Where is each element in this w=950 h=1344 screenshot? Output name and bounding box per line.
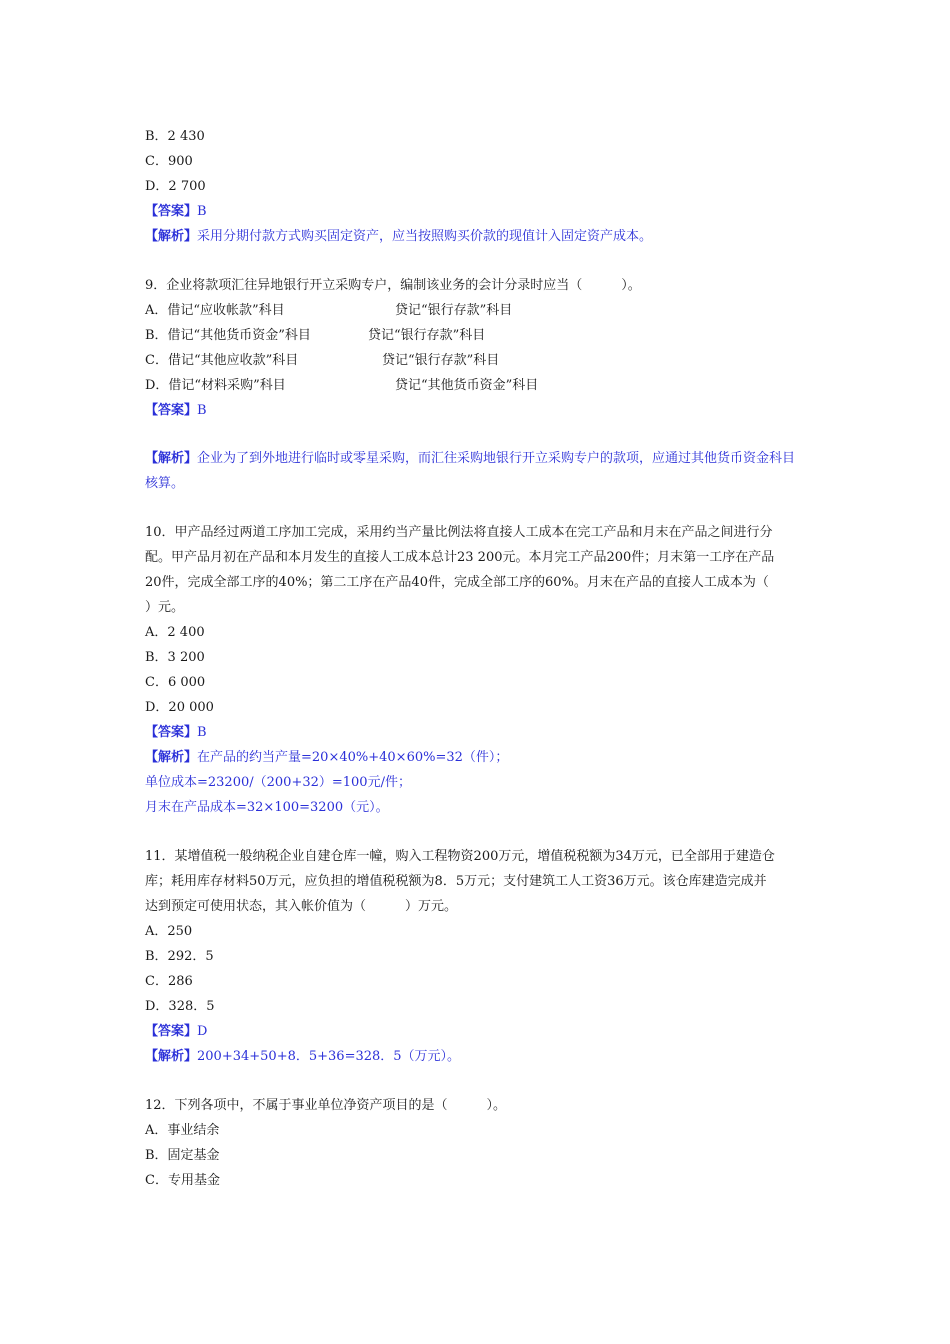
option-b: B．292．5 bbox=[145, 949, 214, 964]
option-c: C．专用基金 bbox=[145, 1173, 220, 1188]
question-11 bbox=[145, 844, 805, 1069]
option-c bbox=[145, 348, 805, 373]
option-d: D．2 700 bbox=[145, 179, 206, 194]
option-d: D．328．5 bbox=[145, 999, 215, 1014]
spacer bbox=[145, 249, 805, 273]
answer-tag: 【答案】 bbox=[145, 725, 198, 740]
option-credit: 贷记“其他货币资金”科目 bbox=[395, 378, 539, 393]
question-stem-line: 配。甲产品月初在产品和本月发生的直接人工成本总计23 200元。本月完工产品200件；月末第一工序在产品 bbox=[145, 550, 775, 565]
analysis-text: 企业为了到外地进行临时或零星采购，而汇往采购地银行开立采购专户的款项，应通过其他货币资金科目核算。 bbox=[145, 451, 796, 491]
answer-value: B bbox=[197, 725, 207, 740]
option-c: C．6 000 bbox=[145, 675, 206, 690]
answer-line bbox=[145, 720, 805, 745]
answer-tag: 【答案】 bbox=[145, 403, 198, 418]
analysis-tag: 【解析】 bbox=[145, 451, 198, 466]
analysis-line bbox=[145, 446, 805, 496]
option-credit: 贷记“银行存款”科目 bbox=[395, 303, 513, 318]
option-b bbox=[145, 323, 805, 348]
option-credit: 贷记“银行存款”科目 bbox=[382, 353, 500, 368]
option-a: A．250 bbox=[145, 924, 193, 939]
question-stem-line: ）元。 bbox=[145, 600, 185, 615]
spacer bbox=[145, 1069, 805, 1093]
question-stem-line: 11．某增值税一般纳税企业自建仓库一幢，购入工程物资200万元，增值税税额为34万元，已全部用于建造仓 bbox=[145, 849, 775, 864]
analysis-tag: 【解析】 bbox=[145, 1049, 198, 1064]
question-8 bbox=[145, 124, 805, 249]
option-b: B．固定基金 bbox=[145, 1148, 220, 1163]
spacer bbox=[145, 423, 805, 446]
question-stem-line: 库；耗用库存材料50万元，应负担的增值税税额为8．5万元；支付建筑工人工资36万元。该仓库建造完成并 bbox=[145, 874, 767, 889]
option-debit: D．借记“材料采购”科目 bbox=[145, 378, 286, 393]
analysis-line: 月末在产品成本=32×100=3200（元）。 bbox=[145, 800, 389, 815]
answer-value: D bbox=[197, 1024, 208, 1039]
spacer bbox=[145, 820, 805, 844]
analysis-text: 200+34+50+8．5+36=328．5（万元）。 bbox=[197, 1049, 461, 1064]
answer-tag: 【答案】 bbox=[145, 1024, 198, 1039]
answer-value: B bbox=[197, 403, 207, 418]
option-a: A．事业结余 bbox=[145, 1123, 220, 1138]
option-debit: C．借记“其他应收款”科目 bbox=[145, 353, 299, 368]
analysis-line bbox=[145, 224, 805, 249]
question-stem-line: 20件，完成全部工序的40%；第二工序在产品40件，完成全部工序的60%。月末在产品的直接人工成本为（ bbox=[145, 575, 769, 590]
spacer bbox=[145, 496, 805, 520]
option-debit: A．借记“应收帐款”科目 bbox=[145, 303, 285, 318]
analysis-line: 单位成本=23200/（200+32）=100元/件； bbox=[145, 775, 411, 790]
option-c: C．900 bbox=[145, 154, 193, 169]
option-a: A．2 400 bbox=[145, 625, 205, 640]
analysis-line bbox=[145, 1044, 805, 1069]
option-d bbox=[145, 373, 805, 398]
answer-line bbox=[145, 1019, 805, 1044]
question-stem-line: 10．甲产品经过两道工序加工完成，采用约当产量比例法将直接人工成本在完工产品和月末在产品之间进行分 bbox=[145, 525, 773, 540]
analysis-text: 采用分期付款方式购买固定资产，应当按照购买价款的现值计入固定资产成本。 bbox=[197, 229, 653, 244]
question-stem: 9．企业将款项汇往异地银行开立采购专户，编制该业务的会计分录时应当（ ）。 bbox=[145, 278, 641, 293]
option-b: B．2 430 bbox=[145, 129, 205, 144]
option-b: B．3 200 bbox=[145, 650, 205, 665]
answer-tag: 【答案】 bbox=[145, 204, 198, 219]
analysis-text: 在产品的约当产量=20×40%+40×60%=32（件）； bbox=[197, 750, 509, 765]
answer-line bbox=[145, 199, 805, 224]
analysis-tag: 【解析】 bbox=[145, 229, 198, 244]
answer-value: B bbox=[197, 204, 207, 219]
answer-line bbox=[145, 398, 805, 423]
option-debit: B．借记“其他货币资金”科目 bbox=[145, 328, 311, 343]
question-12 bbox=[145, 1093, 805, 1193]
question-10 bbox=[145, 520, 805, 820]
question-stem-line: 达到预定可使用状态，其入帐价值为（ ）万元。 bbox=[145, 899, 458, 914]
question-stem: 12．下列各项中，不属于事业单位净资产项目的是（ ）。 bbox=[145, 1098, 507, 1113]
option-credit: 贷记“银行存款”科目 bbox=[368, 328, 486, 343]
option-c: C．286 bbox=[145, 974, 193, 989]
question-9 bbox=[145, 273, 805, 496]
analysis-tag: 【解析】 bbox=[145, 750, 198, 765]
option-d: D．20 000 bbox=[145, 700, 214, 715]
option-a bbox=[145, 298, 805, 323]
analysis-line bbox=[145, 745, 805, 770]
document-page bbox=[145, 124, 805, 1193]
